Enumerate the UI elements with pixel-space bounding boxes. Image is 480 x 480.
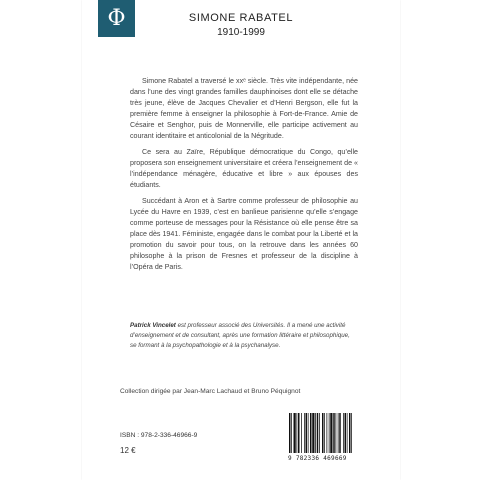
- summary-paragraph-3: Succédant à Aron et à Sartre comme professeur de philosophie au Lycée du Havre en 1939, c’est en banlieue parisienne qu’elle s’engage comme porteuse de messages pour la Résistance où elle pense être sa place dès 1941. Féministe, engagée dans le combat pour la Liberté et la promotion du savoir pour tous, on la retrouve dans les années 60 philosophe à la prison de Fresnes et professeur de la discipline à l’Opéra de Paris.: [130, 197, 358, 271]
- author-bio-name: Patrick Vincelet: [130, 322, 176, 329]
- author-bio-text: est professeur associé des Universités. Il a mené une activité d’enseignement et de consultant, après une formation littéraire et philosophique, se formant à la psychopathologie et à la psychanalyse.: [130, 322, 350, 349]
- collection-credit: Collection dirigée par Jean-Marc Lachaud et Bruno Péquignot: [120, 388, 301, 395]
- barcode-icon: [286, 413, 372, 457]
- subject-dates: 1910-1999: [217, 27, 265, 38]
- book-back-cover: [82, 0, 400, 480]
- price: 12 €: [120, 446, 136, 455]
- summary-paragraph-2: Ce sera au Zaïre, République démocratique du Congo, qu’elle proposera son enseignement universitaire et créera l’enseignement de « l’indépendance ménagère, éducative et libre » aux épouses des étudiants.: [130, 148, 358, 189]
- subject-name: SIMONE RABATEL: [188, 12, 294, 24]
- summary-paragraph-1: Simone Rabatel a traversé le xxᵉ siècle. Très vite indépendante, née dans l’une des vingt grandes familles dauphinoises dont elle se détache très jeune, élève de Jacques Chevalier et d’Henri Bergson, elle fut la première femme à enseigner la philosophie à Fort-de-France. Amie de Césaire et Senghor, puis de Monnerville, elle participe activement au courant identitaire et anticolonial de la Négritude.: [130, 77, 358, 140]
- isbn: ISBN : 978-2-336-46966-9: [120, 432, 198, 439]
- barcode-digits: 9 782336 469669: [288, 455, 347, 462]
- phi-icon: Φ: [107, 5, 126, 31]
- author-bio: [130, 321, 358, 351]
- summary-text: [130, 76, 358, 278]
